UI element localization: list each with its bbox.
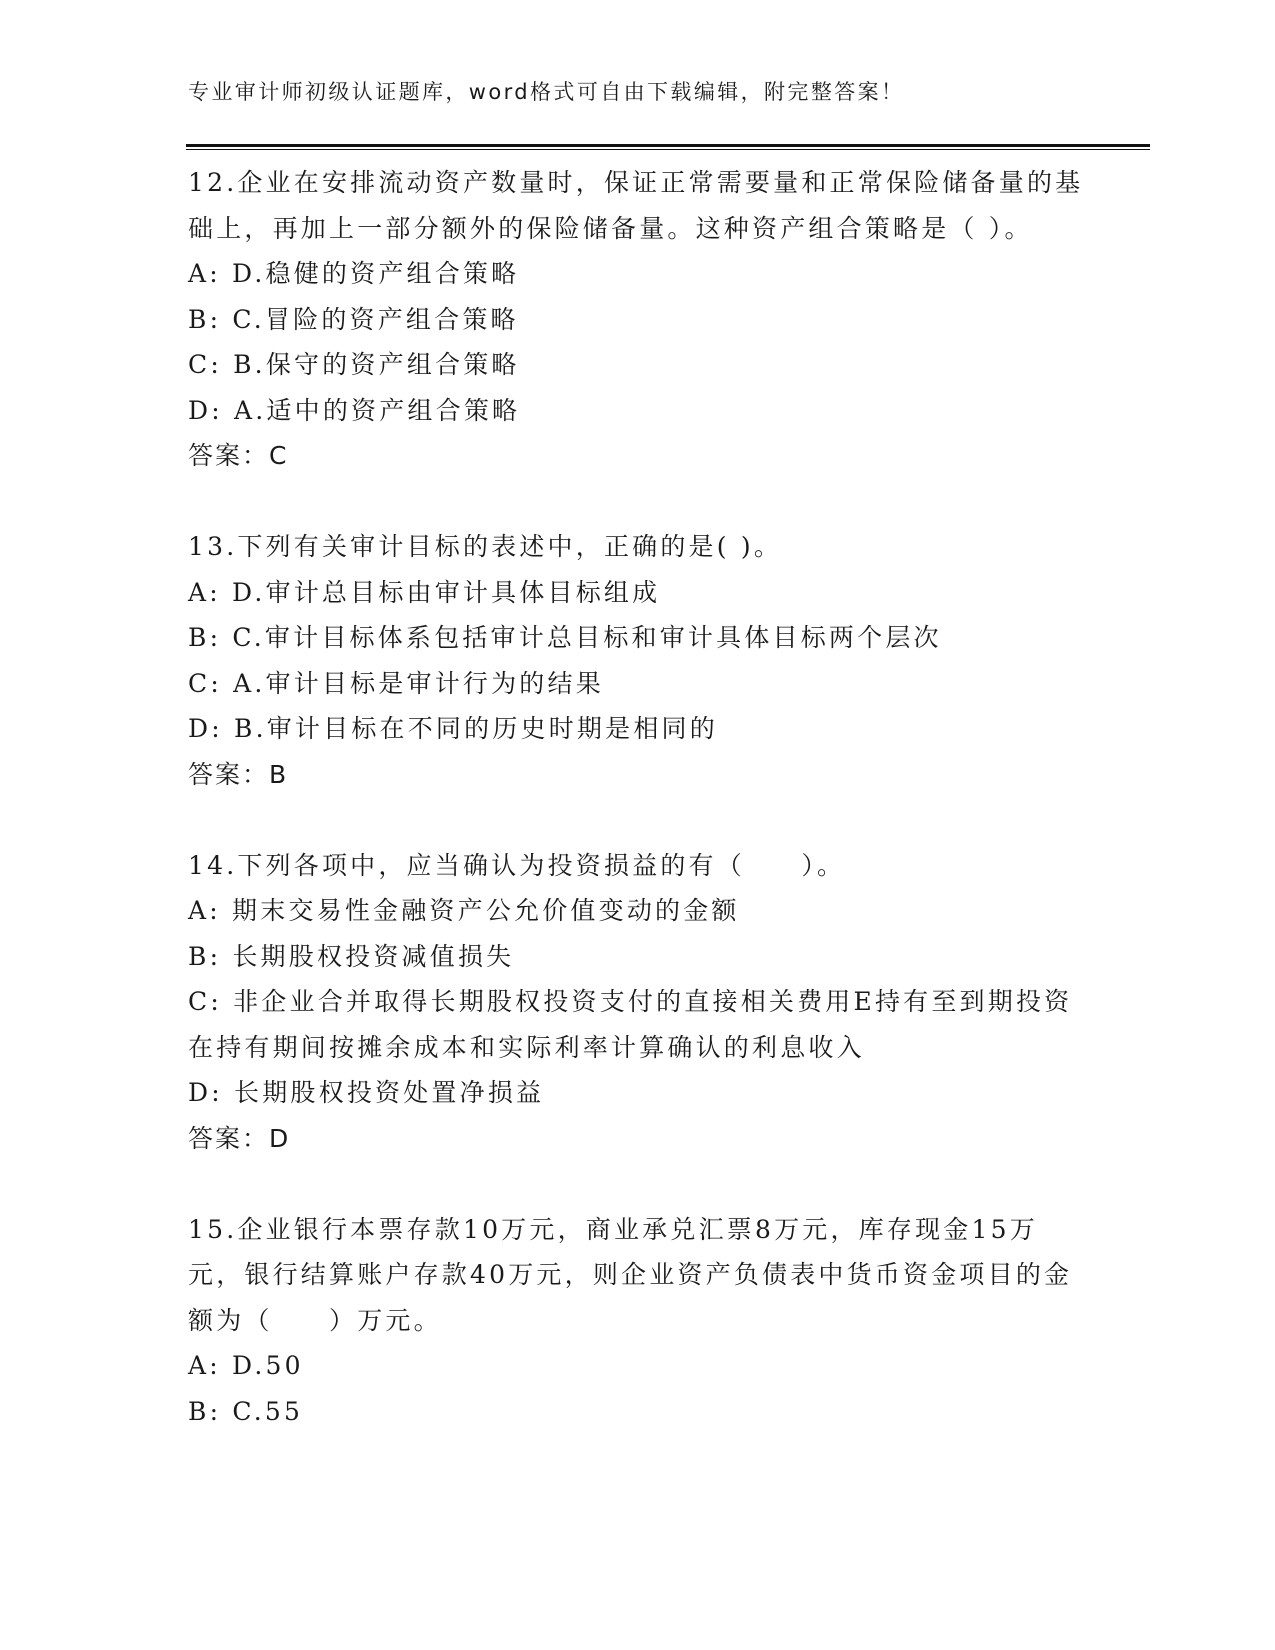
option-b: B: C.冒险的资产组合策略 [188, 304, 519, 334]
question-spacer [188, 479, 1088, 525]
answer: 答案：C [188, 441, 289, 470]
question-stem: 15.企业银行本票存款10万元，商业承兑汇票8万元，库存现金15万元，银行结算账户存款40万元，则企业资产负债表中货币资金项目的金额为（ ）万元。 [188, 1214, 1073, 1335]
option-c: C: B.保守的资产组合策略 [188, 350, 520, 379]
option-d: D: A.适中的资产组合策略 [188, 395, 521, 425]
option-d: D: 长期股权投资处置净损益 [188, 1078, 545, 1107]
option-a: A: 期末交易性金融资产公允价值变动的金额 [188, 896, 740, 925]
question-15 [188, 1207, 1088, 1435]
answer: 答案：D [188, 1123, 291, 1153]
option-b: B: 长期股权投资减值损失 [188, 941, 515, 971]
option-a: A: D.审计总目标由审计具体目标组成 [188, 577, 661, 607]
answer: 答案：B [188, 759, 289, 789]
option-d: D: B.审计目标在不同的历史时期是相同的 [188, 714, 718, 743]
option-b: B: C.55 [188, 1396, 304, 1426]
option-b: B: C.审计目标体系包括审计总目标和审计具体目标两个层次 [188, 623, 942, 652]
question-stem: 13.下列有关审计目标的表述中，正确的是( )。 [188, 532, 783, 561]
question-13 [188, 524, 1088, 797]
header-divider [186, 144, 1150, 150]
question-list [188, 160, 1088, 1434]
question-spacer [188, 797, 1088, 843]
question-14 [188, 843, 1088, 1162]
question-12 [188, 160, 1088, 479]
question-stem: 12.企业在安排流动资产数量时，保证正常需要量和正常保险储备量的基础上，再加上一部分额外的保险储备量。这种资产组合策略是（ ）。 [188, 168, 1084, 243]
option-c: C: 非企业合并取得长期股权投资支付的直接相关费用E持有至到期投资在持有期间按摊余成本和实际利率计算确认的利息收入 [188, 987, 1073, 1062]
option-a: A: D.稳健的资产组合策略 [188, 259, 520, 288]
question-spacer [188, 1161, 1088, 1207]
question-stem: 14.下列各项中，应当确认为投资损益的有（ ）。 [188, 850, 846, 880]
option-a: A: D.50 [188, 1351, 304, 1380]
option-c: C: A.审计目标是审计行为的结果 [188, 668, 604, 698]
page-header: 专业审计师初级认证题库，word格式可自由下载编辑，附完整答案！ [188, 80, 905, 104]
